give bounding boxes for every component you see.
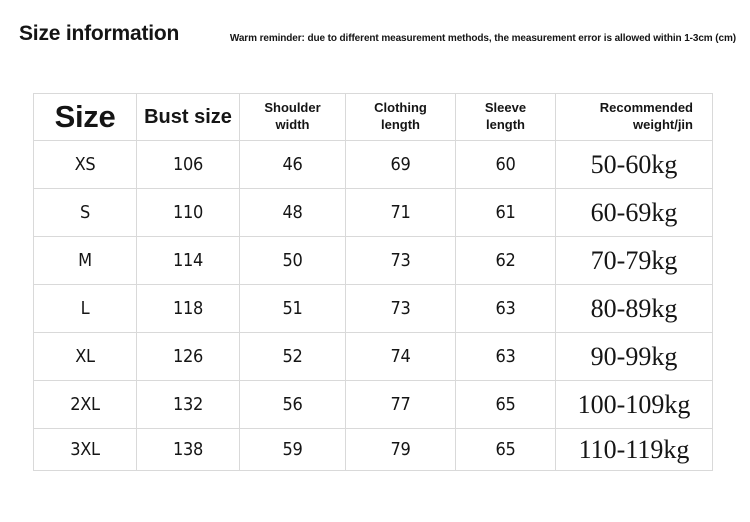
sleeve-length-cell: 65: [456, 381, 556, 429]
bust-size-cell: 114: [137, 237, 240, 285]
shoulder-width-cell: 52: [240, 333, 346, 381]
clothing-length-cell: 79: [346, 429, 456, 471]
sleeve-length-cell: 60: [456, 141, 556, 189]
bust-size-cell: 138: [137, 429, 240, 471]
size-cell: M: [34, 237, 137, 285]
warm-reminder-note: Warm reminder: due to different measurement methods, the measurement error is allowed within 1-3cm (cm): [229, 33, 736, 44]
recommended-weight-cell: 90-99kg: [556, 333, 713, 381]
recommended-weight-cell: 60-69kg: [556, 189, 713, 237]
sleeve-length-cell: 65: [456, 429, 556, 471]
shoulder-width-cell: 48: [240, 189, 346, 237]
shoulder-width-cell: 50: [240, 237, 346, 285]
shoulder-width-cell: 56: [240, 381, 346, 429]
size-table: [33, 93, 713, 471]
shoulder-width-cell: 46: [240, 141, 346, 189]
table-row: [34, 285, 713, 333]
clothing-length-cell: 71: [346, 189, 456, 237]
size-cell: XL: [34, 333, 137, 381]
shoulder-width-cell: 59: [240, 429, 346, 471]
page-title: Size information: [19, 22, 180, 45]
recommended-weight-cell: 80-89kg: [556, 285, 713, 333]
table-row: [34, 333, 713, 381]
clothing-length-cell: 69: [346, 141, 456, 189]
bust-size-cell: 110: [137, 189, 240, 237]
table-row: [34, 381, 713, 429]
recommended-weight-cell: 50-60kg: [556, 141, 713, 189]
bust-size-cell: 132: [137, 381, 240, 429]
size-cell: 2XL: [34, 381, 137, 429]
bust-size-cell: 106: [137, 141, 240, 189]
sleeve-length-cell: 63: [456, 333, 556, 381]
size-table-body: [34, 141, 713, 471]
sleeve-length-cell: 62: [456, 237, 556, 285]
bust-size-cell: 118: [137, 285, 240, 333]
size-cell: XS: [34, 141, 137, 189]
column-header-recommended-weight: Recommended weight/jin: [556, 94, 713, 141]
column-header-size: Size: [34, 94, 137, 141]
clothing-length-cell: 73: [346, 285, 456, 333]
bust-size-cell: 126: [137, 333, 240, 381]
column-header-bust-size: Bust size: [137, 94, 240, 141]
recommended-weight-cell: 70-79kg: [556, 237, 713, 285]
sleeve-length-cell: 63: [456, 285, 556, 333]
table-row: [34, 141, 713, 189]
clothing-length-cell: 73: [346, 237, 456, 285]
recommended-weight-cell: 100-109kg: [556, 381, 713, 429]
size-cell: 3XL: [34, 429, 137, 471]
size-cell: L: [34, 285, 137, 333]
column-header-sleeve-length: Sleeve length: [456, 94, 556, 141]
shoulder-width-cell: 51: [240, 285, 346, 333]
recommended-weight-cell: 110-119kg: [556, 429, 713, 471]
sleeve-length-cell: 61: [456, 189, 556, 237]
column-header-clothing-length: Clothing length: [346, 94, 456, 141]
size-cell: S: [34, 189, 137, 237]
table-row: [34, 237, 713, 285]
column-header-shoulder-width: Shoulder width: [240, 94, 346, 141]
clothing-length-cell: 77: [346, 381, 456, 429]
clothing-length-cell: 74: [346, 333, 456, 381]
table-row: [34, 189, 713, 237]
table-row: [34, 429, 713, 471]
header-row: [34, 94, 713, 141]
